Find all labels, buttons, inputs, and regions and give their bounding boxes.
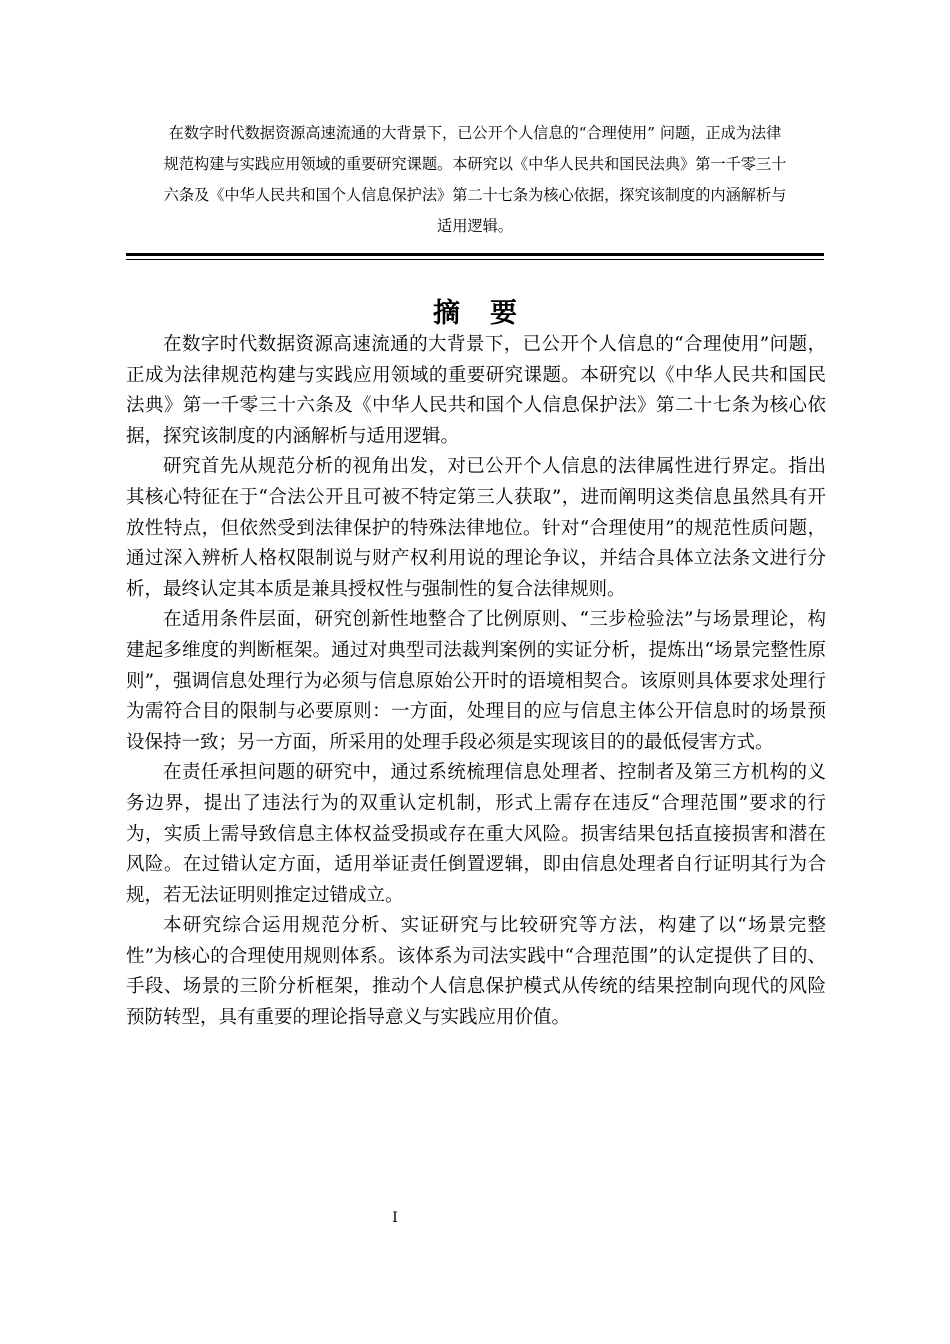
header-divider-thin [126, 259, 824, 260]
header-summary-line: 六条及《中华人民共和国个人信息保护法》第二十七条为核心依据，探究该制度的内涵解析与 [163, 186, 787, 204]
abstract-title: 摘要 [433, 298, 547, 330]
header-summary [120, 118, 830, 242]
header-summary-line: 在数字时代数据资源高速流通的大背景下，已公开个人信息的“合理使用” 问题，正成为法律 [168, 124, 782, 142]
page-number: I [392, 1210, 398, 1226]
abstract-paragraph: 研究首先从规范分析的视角出发，对已公开个人信息的法律属性进行界定。指出其核心特征在于“合法公开且可被不特定第三人获取”，进而阐明这类信息虽然具有开放性特点，但依然受到法律保护的特殊法律地位。针对“合理使用”的规范性质问题，通过深入辨析人格权限制说与财产权利用说的理论争议，并结合具体立法条文进行分析，最终认定其本质是兼具授权性与强制性的复合法律规则。 [126, 456, 826, 600]
abstract-paragraph: 在适用条件层面，研究创新性地整合了比例原则、“三步检验法”与场景理论，构建起多维度的判断框架。通过对典型司法裁判案例的实证分析，提炼出“场景完整性原则”，强调信息处理行为必须与信息原始公开时的语境相契合。该原则具体要求处理行为需符合目的限制与必要原则：一方面，处理目的应与信息主体公开信息时的场景预设保持一致；另一方面，所采用的处理手段必须是实现该目的的最低侵害方式。 [126, 609, 826, 753]
abstract-paragraph: 在数字时代数据资源高速流通的大背景下，已公开个人信息的“合理使用”问题，正成为法律规范构建与实践应用领域的重要研究课题。本研究以《中华人民共和国民法典》第一千零三十六条及《中华人民共和国个人信息保护法》第二十七条为核心依据，探究该制度的内涵解析与适用逻辑。 [126, 334, 826, 447]
abstract-paragraph: 本研究综合运用规范分析、实证研究与比较研究等方法，构建了以“场景完整性”为核心的合理使用规则体系。该体系为司法实践中“合理范围”的认定提供了目的、手段、场景的三阶分析框架，推动个人信息保护模式从传统的结果控制向现代的风险预防转型，具有重要的理论指导意义与实践应用价值。 [126, 915, 826, 1029]
abstract-body [126, 330, 826, 1034]
abstract-paragraph: 在责任承担问题的研究中，通过系统梳理信息处理者、控制者及第三方机构的义务边界，提出了违法行为的双重认定机制，形式上需存在违反“合理范围”要求的行为，实质上需导致信息主体权益受损或存在重大风险。损害结果包括直接损害和潜在风险。在过错认定方面，适用举证责任倒置逻辑，即由信息处理者自行证明其行为合规，若无法证明则推定过错成立。 [126, 762, 826, 906]
header-summary-line: 适用逻辑。 [437, 217, 513, 235]
header-summary-line: 规范构建与实践应用领域的重要研究课题。本研究以《中华人民共和国民法典》第一千零三十 [163, 155, 787, 173]
header-divider-thick [126, 253, 824, 256]
